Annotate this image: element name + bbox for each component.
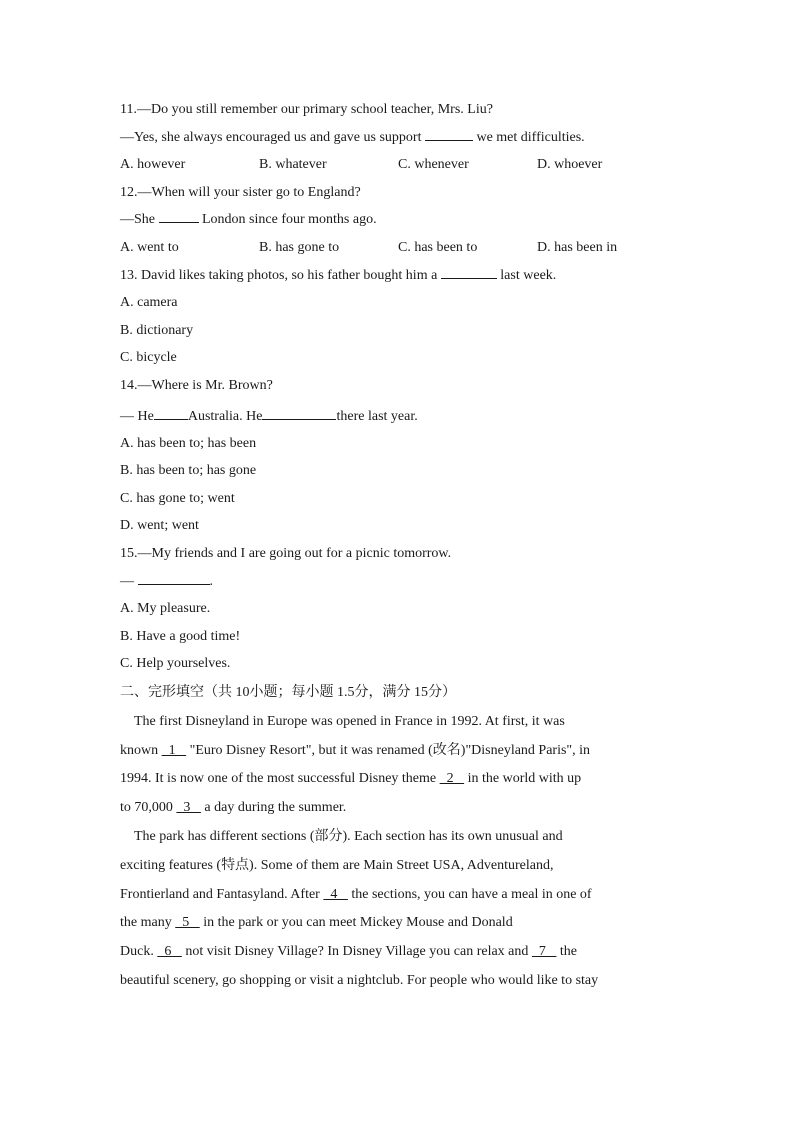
question-11-stem: 11.—Do you still remember our primary school teacher, Mrs. Liu? [120, 102, 493, 117]
paragraph-line [120, 737, 680, 766]
paragraph-line [120, 909, 680, 938]
question-15-stem: 15.—My friends and I are going out for a picnic tomorrow. [120, 545, 452, 561]
paragraph-text: in the park or you can meet Mickey Mouse and Donald [199, 915, 513, 931]
option: B. has been to; has gone [120, 463, 257, 479]
paragraph-text: beautiful scenery, go shopping or visit a nightclub. For people who would like to stay [120, 973, 599, 989]
question-12-options [120, 234, 680, 262]
question-12-reply: —She London since four months ago. [120, 206, 680, 234]
question-11-reply: —Yes, she always encouraged us and gave us support we met difficulties. [120, 124, 680, 152]
cloze-paragraph-1 [120, 708, 680, 823]
option: A. however [120, 157, 186, 173]
option: A. My pleasure. [120, 601, 211, 617]
option: C. has gone to; went [120, 490, 235, 506]
paragraph-text: to 70,000 [120, 800, 177, 816]
section-title: 二、完形填空（共 10小题；每小题 1.5分，满分 15分） [120, 684, 456, 700]
question-14-reply: — He Australia. He there last year. [120, 400, 680, 430]
option: B. dictionary [120, 322, 194, 338]
option: B. has gone to [259, 239, 340, 255]
paragraph-text: the sections, you can have a meal in one of [347, 886, 592, 902]
paragraph-text: not visit Disney Village? In Disney Village you can relax and [181, 944, 532, 960]
paragraph-line [120, 852, 680, 881]
answer-blank [138, 569, 210, 585]
question-11-options [120, 151, 680, 179]
paragraph-text: in the world with up [464, 771, 582, 787]
option: C. bicycle [120, 350, 177, 366]
paragraph-text: 1994. It is now one of the most successful Disney theme [120, 771, 440, 787]
option: A. went to [120, 239, 179, 255]
option: D. has been in [537, 239, 618, 255]
cloze-blank-number: 4 [323, 886, 348, 902]
paragraph-text: The park has different sections (部分). Each section has its own unusual and [134, 829, 563, 845]
option: C. has been to [398, 239, 478, 255]
paragraph-line [120, 823, 680, 852]
answer-blank [425, 125, 473, 141]
cloze-blank-number: 1 [161, 742, 187, 758]
option: C. Help yourselves. [120, 656, 231, 672]
option: B. whatever [259, 157, 327, 173]
cloze-blank-number: 3 [176, 800, 201, 816]
option: D. went; went [120, 518, 199, 534]
cloze-blank-number: 7 [531, 944, 557, 960]
question-12-stem: 12.—When will your sister go to England? [120, 184, 361, 200]
cloze-blank-number: 6 [157, 944, 182, 960]
answer-blank [441, 263, 497, 279]
answer-blank [154, 404, 188, 420]
paragraph-text: the [556, 944, 577, 960]
paragraph-line [120, 794, 680, 823]
paragraph-text: Frontierland and Fantasyland. After [120, 886, 324, 902]
option: C. whenever [398, 157, 469, 173]
answer-blank [262, 404, 336, 420]
question-15-reply: — . [120, 568, 680, 596]
paragraph-text: "Euro Disney Resort", but it was renamed (改名)"Disneyland Paris", in [186, 742, 591, 758]
paragraph-line [120, 967, 680, 996]
paragraph-text: Duck. [120, 944, 158, 960]
cloze-paragraph-2 [120, 823, 680, 996]
paragraph-line [120, 765, 680, 794]
cloze-blank-number: 2 [439, 771, 465, 787]
option: B. Have a good time! [120, 628, 241, 644]
option: D. whoever [537, 157, 603, 173]
paragraph-text: known [120, 742, 162, 758]
paragraph-text: the many [120, 915, 176, 931]
cloze-blank-number: 5 [175, 915, 200, 931]
exam-page [120, 96, 680, 996]
question-14-stem: 14.—Where is Mr. Brown? [120, 377, 273, 393]
paragraph-text: a day during the summer. [200, 800, 347, 816]
answer-blank [159, 207, 199, 223]
paragraph-line [120, 708, 680, 737]
paragraph-text: exciting features (特点). Some of them are Main Street USA, Adventureland, [120, 857, 554, 873]
question-13-stem: 13. David likes taking photos, so his father bought him a last week. [120, 262, 680, 290]
option: A. camera [120, 295, 178, 311]
paragraph-line [120, 938, 680, 967]
paragraph-text: The first Disneyland in Europe was opened in France in 1992. At first, it was [134, 713, 565, 729]
option: A. has been to; has been [120, 435, 257, 451]
paragraph-line [120, 881, 680, 910]
